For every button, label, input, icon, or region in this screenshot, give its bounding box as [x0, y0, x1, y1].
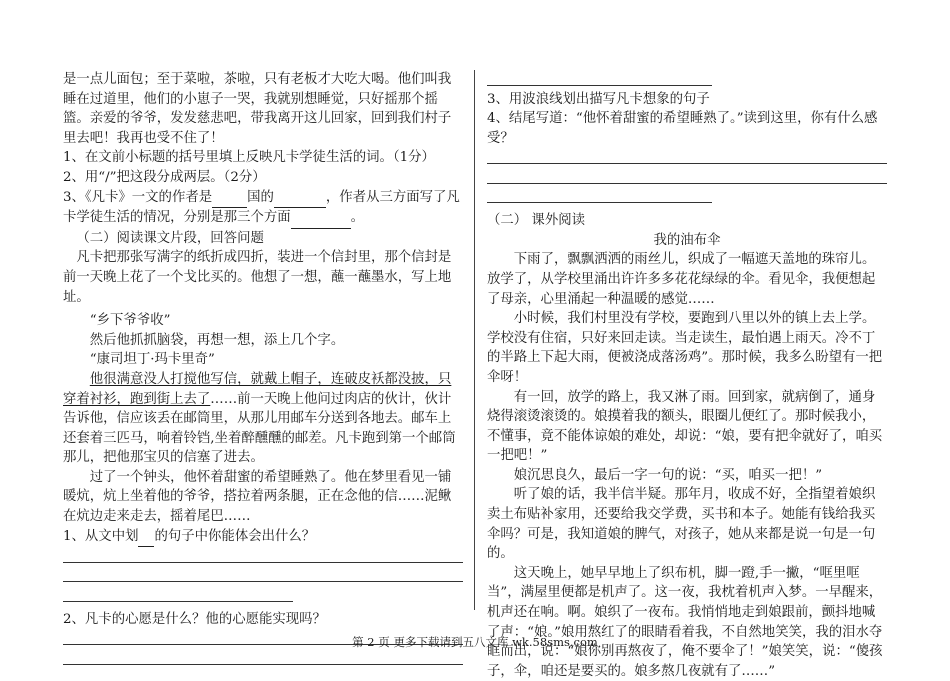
story-paragraph-3: 有一回，放学的路上，我又淋了雨。回到家，就病倒了，通身烧得滚烫滚烫的。娘摸着我的额头，眼圈儿便红了。那时候我小，不懂事，竟不能体谅娘的难处，却说：“娘，要有把伞就好了，咱买一把吧！”: [487, 389, 883, 464]
question-3: 3、《凡卡》一文的作者是 国的 ，作者从三方面写了凡卡学徒生活的情况，分别是那三个方面 。: [63, 188, 463, 229]
three-aspects-blank[interactable]: [291, 208, 351, 229]
answer-line[interactable]: [487, 148, 887, 168]
letter-paragraph: 是一点儿面包；至于菜啦，茶啦，只有老板才大吃大喝。他们叫我睡在过道里，他们的小崽子一哭，我就别想睡觉，只好摇那个摇篮。亲爱的爷爷，发发慈悲吧，带我离开这儿回家，回到我们村子里去吧！我再也受不住了！: [63, 72, 452, 146]
story-paragraph-6: 这天晚上，她早早地上了织布机，脚一蹬,手一撇，“哐里哐当”，满屋里便都是机声了。这一夜，我枕着机声入梦。一早醒来，机声还在响。啊。娘织了一夜布。我悄悄地走到娘跟前，颤抖地喊了声：“娘。”娘用熬红了的眼睛看着我，不自然地笑笑，我的泪水夺眶而出，说：“娘你别再熬夜了，俺不要伞了！”娘笑笑，说：“傻孩子，伞，咱还是要买的。娘多熬几夜就有了……”: [487, 565, 883, 679]
story-paragraph-5: 听了娘的话，我半信半疑。那年月，收成不好，全指望着娘织卖土布贴补家用，还要给我交学费，买书和本子。她能有钱给我买伞吗？可是，我知道娘的脾气，对孩子，她从来都是说一句是一句的。: [487, 487, 876, 562]
excerpt-paragraph-1: 凡卡把那张写满字的纸折成四折，装进一个信封里，那个信封是前一天晚上花了一个戈比买的。他想了一想，蘸一蘸墨水，写上地址。: [63, 250, 452, 305]
left-column: [63, 70, 463, 669]
envelope-address-2: “康司坦丁·玛卡里奇”: [89, 352, 215, 368]
question-1: 1、在文前小标题的括号里填上反映凡卡学徒生活的词。（1分）: [63, 150, 435, 166]
answer-line[interactable]: [63, 586, 463, 606]
reading-question-1: 1、从文中划 的句子中你能体会出什么？: [63, 527, 463, 548]
author-country-blank[interactable]: [212, 188, 247, 209]
story-paragraph-2: 小时候，我们村里没有学校，要跑到八里以外的镇上去上学。学校没有住宿，只好来回走读。当走读生，最怕遇上雨天。冷不丁的半路上下起大雨，便被浇成落汤鸡”。那时候，我多么盼望有一把伞呀！: [487, 311, 883, 385]
reading-question-2: 2、凡卡的心愿是什么？他的心愿能实现吗？: [63, 612, 326, 628]
underlined-sentence: 他很满意没人打搅他写信，就戴上帽子，连破皮袄都没披，只穿着衬衫，跑到街上去了: [63, 371, 452, 407]
question-2: 2、用“/”把这段分成两层。（2分）: [63, 169, 266, 185]
reading-question-3: 3、用波浪线划出描写凡卡想象的句子: [487, 91, 710, 107]
answer-line[interactable]: [487, 70, 887, 90]
author-name-blank[interactable]: [274, 188, 326, 209]
excerpt-paragraph-2: 然后他抓抓脑袋，再想一想，添上几个字。: [89, 332, 345, 348]
answer-line[interactable]: [63, 649, 463, 669]
answer-line[interactable]: [487, 188, 887, 208]
answer-line[interactable]: [63, 567, 463, 587]
answer-line[interactable]: [63, 547, 463, 567]
story-title: 我的油布伞: [653, 232, 721, 248]
excerpt-paragraph-4: 过了一个钟头，他怀着甜蜜的希望睡熟了。他在梦里看见一铺暖炕，炕上坐着他的爷爷，搭拉着两条腿，正在念他的信……泥鳅在炕边走来走去，摇着尾巴……: [63, 469, 452, 525]
story-paragraph-4: 娘沉思良久，最后一字一句的说：“买，咱买一把！”: [513, 467, 823, 483]
answer-line[interactable]: [487, 168, 887, 188]
envelope-address-1: “乡下爷爷收”: [89, 313, 171, 329]
page-footer: 第 2 页 更多下载请到五八文库 wk.58sms.com: [352, 635, 598, 649]
extracurricular-section-heading: （二） 课外阅读: [487, 213, 585, 229]
story-paragraph-1: 下雨了，飘飘洒洒的雨丝儿，织成了一幅遮天盖地的珠帘儿。放学了，从学校里涌出许许多多花花绿绿的伞。看见伞，我便想起了母亲，心里涌起一种温暖的感觉……: [487, 252, 876, 307]
reading-question-4: 4、结尾写道：“他怀着甜蜜的希望睡熟了。”读到这里，你有什么感受？: [487, 111, 878, 146]
excerpt-paragraph-3: 他很满意没人打搅他写信，就戴上帽子，连破皮袄都没披，只穿着衬衫，跑到街上去了……前一天晚上他问过肉店的伙计，伙计告诉他，信应该丢在邮筒里，从那儿用邮车分送到各地去。邮车上还套着三匹马，响着铃铛,坐着醉醺醺的邮差。凡卡跑到第一个邮筒那儿，把他那宝贝的信塞了进去。: [63, 371, 456, 466]
column-divider: [474, 70, 475, 610]
section-heading-2: （二）阅读课文片段，回答问题: [76, 230, 264, 246]
right-column: [487, 70, 887, 681]
